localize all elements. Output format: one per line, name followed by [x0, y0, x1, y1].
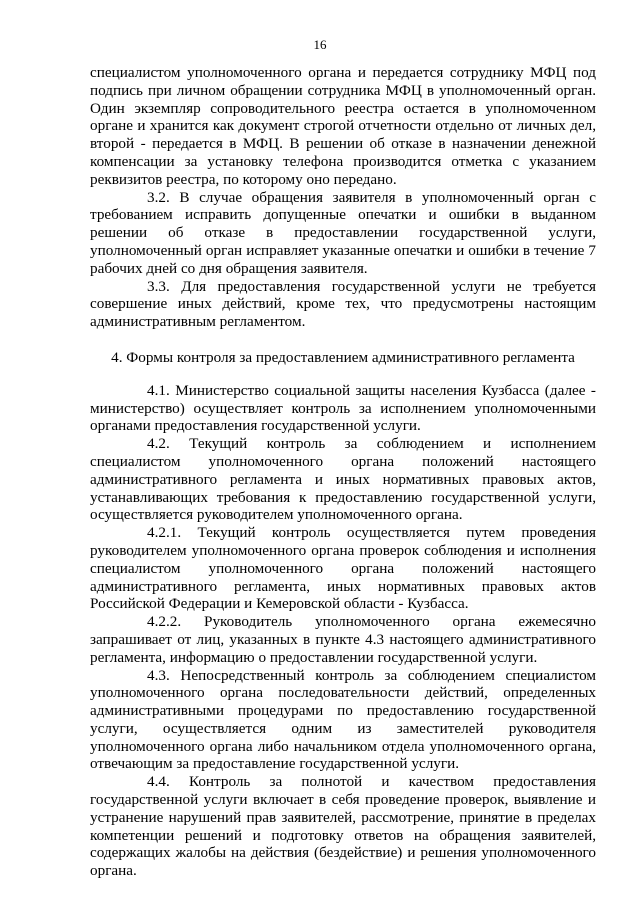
page-number: 16 — [313, 37, 327, 52]
paragraph-4-2: 4.2. Текущий контроль за соблюдением и исполнением специалистом уполномоченного органа положений настоящего административного регламента и иных нормативных правовых актов, устанавливающих требования к предоставлению государственной услуги, осуществляется руководителем уполномоченного органа. — [90, 435, 596, 524]
paragraph-3-3: 3.3. Для предоставления государственной услуги не требуется совершение иных действий, кроме тех, что предусмотрены настоящим административным регламентом. — [90, 277, 596, 331]
paragraph-continuation: специалистом уполномоченного органа и передается сотруднику МФЦ под подпись при личном обращении сотрудника МФЦ в уполномоченный орган. Один экземпляр сопроводительного реестра остается в уполномоченном органе и хранится как документ строгой отчетности отдельно от личных дел, второй - передается в МФЦ. В решении об отказе в назначении денежной компенсации за установку телефона производится отметка с указанием реквизитов реестра, по которому оно передано. — [90, 64, 596, 188]
section-heading: 4. Формы контроля за предоставлением административного регламента — [111, 348, 575, 366]
paragraph-4-3: 4.3. Непосредственный контроль за соблюдением специалистом уполномоченного органа последовательности действий, определенных административными процедурами по предоставлению государственной услуги, осуществляется одним из заместителей руководителя уполномоченного органа либо начальником отдела уполномоченного органа, отвечающим за предоставление государственной услуги. — [90, 666, 596, 773]
paragraph-4-2-2: 4.2.2. Руководитель уполномоченного органа ежемесячно запрашивает от лиц, указанных в пункте 4.3 настоящего административного регламента, информацию о предоставлении государственной услуги. — [90, 613, 596, 666]
document-body — [90, 64, 596, 880]
paragraph-3-2: 3.2. В случае обращения заявителя в уполномоченный орган с требованием исправить допущенные опечатки и ошибки в выданном решении об отказе в предоставлении государственной услуги, уполномоченный орган исправляет указанные опечатки и ошибки в течение 7 рабочих дней со дня обращения заявителя. — [90, 188, 596, 277]
paragraph-4-2-1: 4.2.1. Текущий контроль осуществляется путем проведения руководителем уполномоченного органа проверок соблюдения и исполнения специалистом уполномоченного органа положений настоящего административного регламента, иных нормативных правовых актов Российской Федерации и Кемеровской области - Кузбасса. — [90, 524, 596, 613]
paragraph-4-4: 4.4. Контроль за полнотой и качеством предоставления государственной услуги включает в себя проведение проверок, выявление и устранение нарушений прав заявителей, рассмотрение, принятие в пределах компетенции решений и подготовку ответов на обращения заявителей, содержащих жалобы на действия (бездействие) и решения уполномоченного органа. — [90, 773, 596, 880]
paragraph-4-1: 4.1. Министерство социальной защиты населения Кузбасса (далее - министерство) осуществляет контроль за исполнением уполномоченными органами предоставления государственной услуги. — [90, 381, 596, 435]
